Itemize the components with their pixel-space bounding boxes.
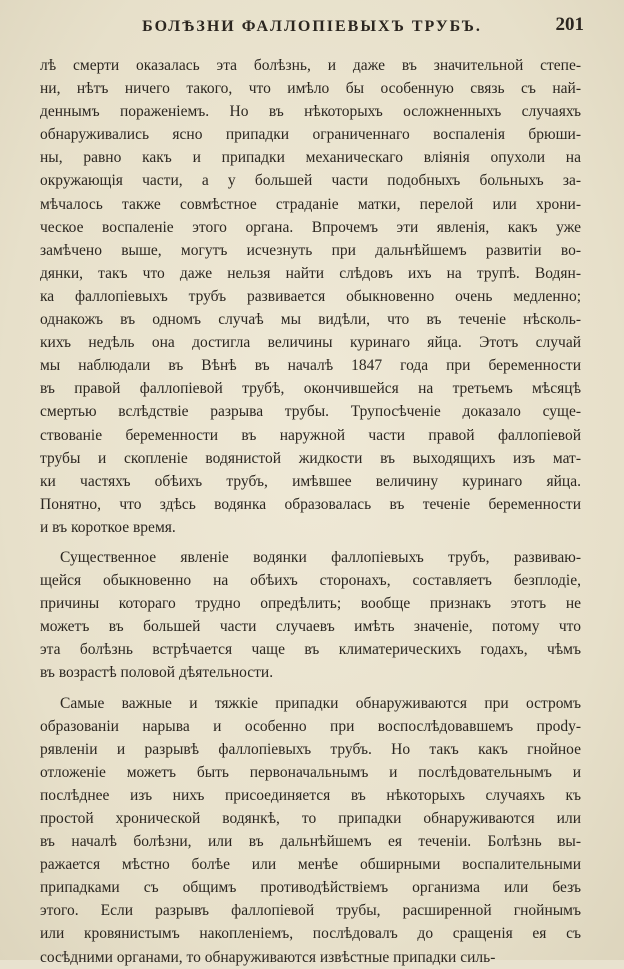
text-line: или кровянистымъ накопленіемъ, послѣдовалъ до сращенія ея съ: [40, 925, 581, 943]
text-line: отложеніе можетъ быть первоначальнымъ и послѣдовательнымъ и: [40, 763, 581, 781]
text-line: лѣ смерти оказалась эта болѣзнь, и даже въ значительной степе-: [40, 57, 581, 74]
text-line: дянки, такъ что даже нельзя найти слѣдовъ ихъ на трупѣ. Водян-: [40, 264, 581, 282]
text-line: щейся обыкновенно на обѣихъ сторонахъ, составляетъ безплодіе,: [40, 572, 581, 590]
text-line: эта болѣзнь встрѣчается чаще въ климатерическихъ годахъ, чѣмъ: [40, 641, 581, 659]
text-line: замѣчено выше, могутъ исчезнуть при дальнѣйшемъ развитіи во-: [40, 241, 581, 259]
paragraph-2: [40, 546, 581, 685]
text-line: Самые важные и тяжкіе припадки обнаруживаются при остромъ: [60, 694, 581, 712]
text-line: этого. Если разрывъ фаллопіевой трубы, расширенной гнойнымъ: [40, 902, 581, 920]
text-line: трубы и скопленіе водянистой жидкости въ выходящихъ изъ мат-: [40, 449, 581, 467]
text-line: окружающія части, а у большей части подобныхъ больныхъ за-: [40, 172, 581, 190]
text-line: Существенное явленіе водянки фаллопіевыхъ трубъ, развиваю-: [60, 548, 581, 566]
page-header: [40, 14, 584, 42]
text-line: рявленіи и разрывѣ фаллопіевыхъ трубъ. Но такъ какъ гнойное: [40, 740, 581, 758]
text-line: въ началѣ болѣзни, или въ дальнѣйшемъ ея теченіи. Болѣзнь вы-: [40, 833, 581, 851]
page-number: 201: [555, 14, 584, 35]
text-line: деннымъ пораженіемъ. Но въ нѣкоторыхъ осложненныхъ случаяхъ: [40, 103, 581, 121]
text-line: причины котораго трудно опредѣлить; вообще признакъ этотъ не: [40, 595, 581, 613]
text-line: ка фаллопіевыхъ трубъ развивается обыкновенно очень медленно;: [40, 287, 581, 305]
text-line: простой хронической водянкѣ, то припадки обнаруживаются или: [40, 810, 581, 827]
text-line: въ правой фаллопіевой трубѣ, окончившейся на третьемъ мѣсяцѣ: [40, 380, 581, 398]
text-line: ствованіе беременности въ наружной части правой фаллопіевой: [40, 426, 581, 444]
text-line: въ возрастѣ половой дѣятельности.: [40, 664, 274, 682]
text-line: обнаруживались ясно припадки ограниченнаго воспаленія брюши-: [40, 126, 581, 144]
text-line: и въ короткое время.: [40, 518, 176, 536]
text-line: смертью вслѣдствіе разрыва трубы. Трупосѣченіе доказало суще-: [40, 403, 581, 421]
text-line: мы наблюдали въ Вѣнѣ въ началѣ 1847 года при беременности: [40, 357, 581, 375]
text-line: ражается мѣстно болѣе или менѣе обширными воспалительными: [40, 856, 581, 874]
text-line: ки частяхъ обѣихъ трубъ, имѣвшее величину куринаго яйца.: [40, 472, 581, 490]
text-line: образованіи нарыва и особенно при воспослѣдовавшемъ прody-: [40, 717, 581, 735]
text-line: мѣчалось также совмѣстное страданіе матки, перелой или хрони-: [40, 195, 581, 213]
text-line: кихъ недѣль она достигла величины куринаго яйца. Этотъ случай: [40, 334, 581, 352]
text-line: припадками съ общимъ противодѣйствіемъ организма или безъ: [40, 879, 581, 897]
text-line: однакожъ въ одномъ случаѣ мы видѣли, что въ теченіе нѣсколь-: [40, 311, 581, 329]
text-line: послѣднее изъ нихъ присоединяется въ нѣкоторыхъ случаяхъ къ: [40, 786, 581, 804]
text-line: ческое воспаленіе этого органа. Впрочемъ эти явленія, какъ уже: [40, 218, 581, 236]
text-line: ни, нѣтъ ничего такого, что имѣло бы особенную связь съ най-: [40, 80, 581, 98]
page-body: [40, 54, 581, 969]
text-line: сосѣдними органами, то обнаруживаются извѣстные припадки силь-: [40, 948, 496, 966]
text-line: ны, равно какъ и припадки механическаго вліянія опухоли на: [40, 149, 581, 167]
paragraph-3: [40, 692, 581, 969]
running-title: БОЛѢЗНИ ФАЛЛОПІЕВЫХЪ ТРУБЪ.: [142, 18, 482, 35]
text-line: можетъ въ большей части случаевъ имѣть значеніе, потому что: [40, 618, 581, 636]
text-line: Понятно, что здѣсь водянка образовалась въ теченіе беременности: [40, 495, 581, 513]
paragraph-1: [40, 54, 581, 539]
